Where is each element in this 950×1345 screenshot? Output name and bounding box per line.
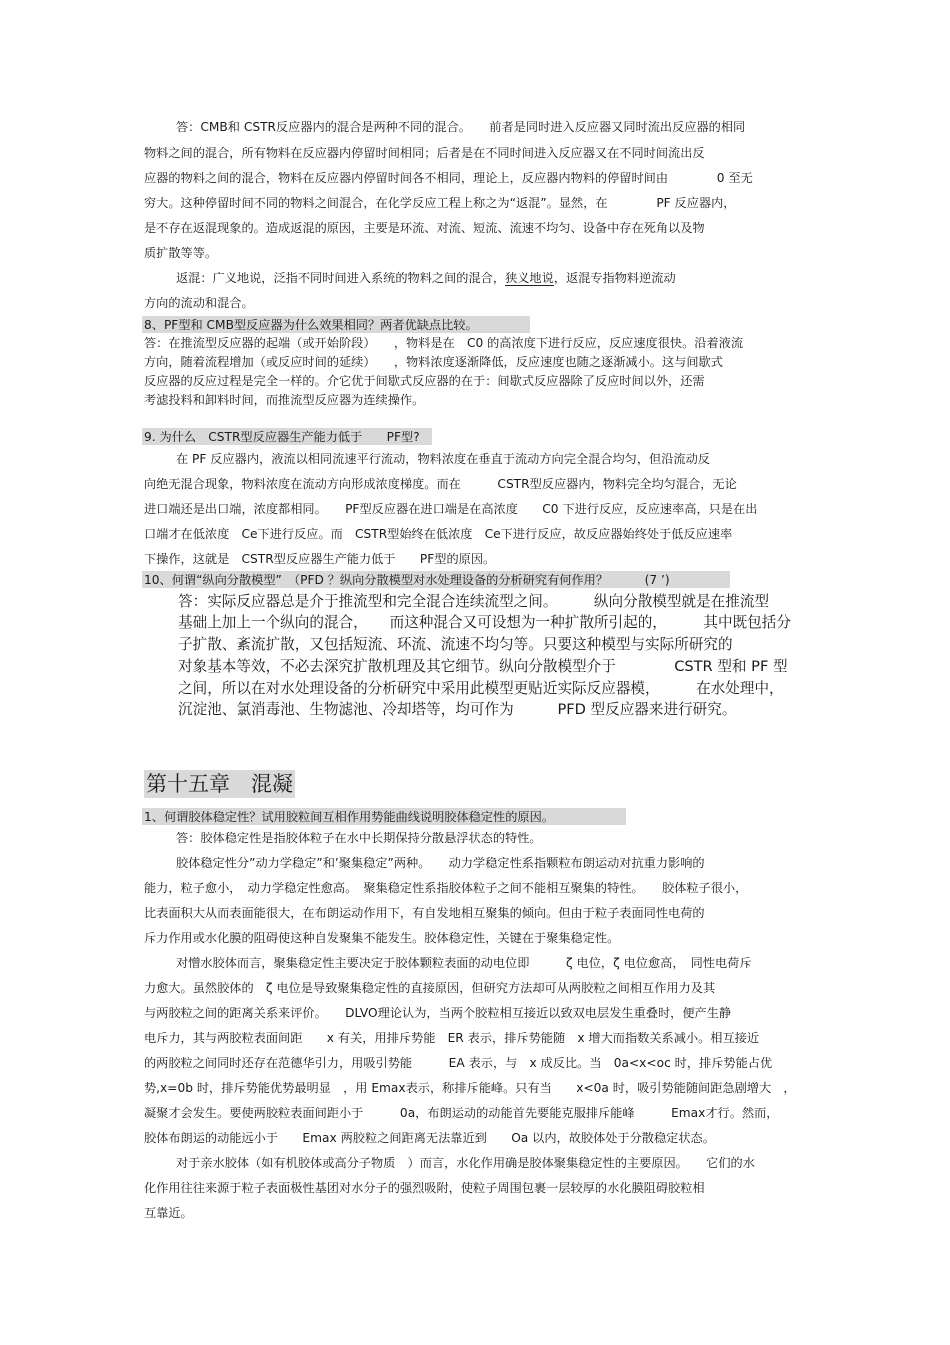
answer-line: 口端才在低浓度 Ce下进行反应。而 CSTR型始终在低浓度 Ce下进行反应，故反应器始终处于低反应速率 [144,527,733,541]
answer-line: 答：实际反应器总是介于推流型和完全混合连续流型之间。 纵向分散模型就是在推流型 [178,593,770,610]
answer-line: 沉淀池、氯消毒池、生物滤池、冷却塔等，均可作为 PFD 型反应器来进行研究。 [178,701,737,718]
answer-line: 力愈大。虽然胶体的 ζ 电位是导致聚集稳定性的直接原因，但研究方法却可从两胶粒之间相互作用力及其 [144,981,716,995]
cmb-answer-line: 质扩散等等。 [144,246,218,260]
answer-line: 互靠近。 [144,1206,193,1220]
answer-line: 进口端还是出口端，浓度都相同。 PF型反应器在进口端是在高浓度 C0 下进行反应，反应速率高，只是在出 [144,502,758,516]
answer-line: 化作用往往来源于粒子表面极性基团对水分子的强烈吸附，使粒子周围包裹一层较厚的水化膜阻碍胶粒相 [144,1181,705,1195]
answer-line: 下操作，这就是 CSTR型反应器生产能力低于 PF型的原因。 [144,552,496,566]
backmix-text-a: 返混：广义地说，泛指不同时间进入系统的物料之间的混合， [176,271,506,285]
answer-line: 方向，随着流程增加（或反应时间的延续） ，物料浓度逐渐降低，反应速度也随之逐渐减小。这与间歇式 [144,355,723,369]
answer-line: 向绝无混合现象，物料浓度在流动方向形成浓度梯度。而在 CSTR型反应器内，物料完全均匀混合，无论 [144,477,737,491]
answer-line: 势,x=0b 时，排斥势能优势最明显 ，用 Emax表示，称排斥能峰。只有当 x<0a 时，吸引势能随间距急剧增大 ， [144,1081,796,1095]
answer-line: 答：胶体稳定性是指胶体粒子在水中长期保持分散悬浮状态的特性。 [176,831,542,845]
cmb-answer-line: 应器的物料之间的混合，物料在反应器内停留时间各不相同，理论上，反应器内物料的停留时间由 0 至无 [144,171,753,185]
answer-line: 斥力作用或水化膜的阻碍使这种自发聚集不能发生。胶体稳定性，关键在于聚集稳定性。 [144,931,620,945]
answer-line: 之间，所以在对水处理设备的分析研究中采用此模型更贴近实际反应器模， 在水处理中， [178,680,784,697]
answer-line: 基础上加上一个纵向的混合， 而这种混合又可设想为一种扩散所引起的， 其中既包括分 [178,614,791,631]
cmb-answer-line: 是不存在返混现象的。造成返混的原因，主要是环流、对流、短流、流速不均匀、设备中存在死角以及物 [144,221,705,235]
answer-line: 的两胶粒之间同时还存在范德华引力，用吸引势能 EA 表示，与 x 成反比。当 0a<x<oc 时，排斥势能占优 [144,1056,773,1070]
backmix-definition [176,270,676,286]
answer-line: 对于亲水胶体（如有机胶体或高分子物质 ）而言，水化作用确是胶体聚集稳定性的主要原因。 它们的水 [176,1156,755,1170]
answer-line: 对象基本等效，不必去深究扩散机理及其它细节。纵向分散模型介于 CSTR 型和 PF 型 [178,658,788,675]
chapter-heading: 第十五章 混凝 [146,772,293,796]
answer-line: 胶体布朗运的动能远小于 Emax 两胶粒之间距离无法靠近到 Oa 以内，故胶体处于分散稳定状态。 [144,1131,715,1145]
backmix-definition-cont: 方向的流动和混合。 [144,296,254,310]
answer-line: 与两胶粒之间的距离关系来评价。 DLVO理论认为，当两个胶粒相互接近以致双电层发生重叠时，便产生静 [144,1006,732,1020]
answer-line: 答：在推流型反应器的起端（或开始阶段） ，物料是在 C0 的高浓度下进行反应，反应速度很快。沿着液流 [144,336,744,350]
cmb-answer-line: 穷大。这种停留时间不同的物料之间混合，在化学反应工程上称之为“返混”。显然，在 PF 反应器内， [144,196,736,210]
answer-line: 子扩散、紊流扩散，又包括短流、环流、流速不均匀等。只要这种模型与实际所研究的 [178,636,733,653]
answer-line: 对憎水胶体而言，聚集稳定性主要决定于胶体颗粒表面的动电位即 ζ 电位，ζ 电位愈高， 同性电荷斥 [176,956,752,970]
answer-line: 胶体稳定性分”动力学稳定”和’聚集稳定”两种。 动力学稳定性系指颗粒布朗运动对抗重力影响的 [176,856,705,870]
question-title: 8、PF型和 CMB型反应器为什么效果相同？两者优缺点比较。 [144,318,478,332]
answer-line: 比表面积大从而表面能很大，在布朗运动作用下，有自发地相互聚集的倾向。但由于粒子表面同性电荷的 [144,906,705,920]
answer-line: 凝聚才会发生。要使两胶粒表面间距小于 0a，布朗运动的动能首先要能克服排斥能峰 Emax才行。然而， [144,1106,779,1120]
question-title: 9. 为什么 CSTR型反应器生产能力低于 PF型? [144,430,420,444]
answer-line: 反应器的反应过程是完全一样的。介它优于间歇式反应器的在于：间歇式反应器除了反应时间以外，还需 [144,374,705,388]
question-title: 10、何谓“纵向分散模型” （PFD ？纵向分散模型对水处理设备的分析研究有何作用？ (7 ’) [144,573,670,587]
backmix-underlined: 狭义地说 [505,271,554,285]
cmb-answer-line: 答：CMB和 CSTR反应器内的混合是两种不同的混合。 前者是同时进入反应器又同时流出反应器的相同 [176,120,746,134]
cmb-answer-line: 物料之间的混合，所有物料在反应器内停留时间相同；后者是在不同时间进入反应器又在不同时间流出反 [144,146,705,160]
answer-line: 考滤投料和卸料时间，而推流型反应器为连续操作。 [144,393,425,407]
answer-line: 电斥力，其与两胶粒表面间距 x 有关，用排斥势能 ER 表示，排斥势能随 x 增大而指数关系减小。相互接近 [144,1031,760,1045]
backmix-text-b: ，返混专指物料逆流动 [553,271,676,285]
question-title: 1、何谓胶体稳定性？试用胶粒间互相作用势能曲线说明胶体稳定性的原因。 [144,810,554,824]
answer-line: 在 PF 反应器内，液流以相同流速平行流动，物料浓度在垂直于流动方向完全混合均匀，但沿流动反 [176,452,710,466]
answer-line: 能力，粒子愈小， 动力学稳定性愈高。 聚集稳定性系指胶体粒子之间不能相互聚集的特性。 胶体粒子很小， [144,881,748,895]
